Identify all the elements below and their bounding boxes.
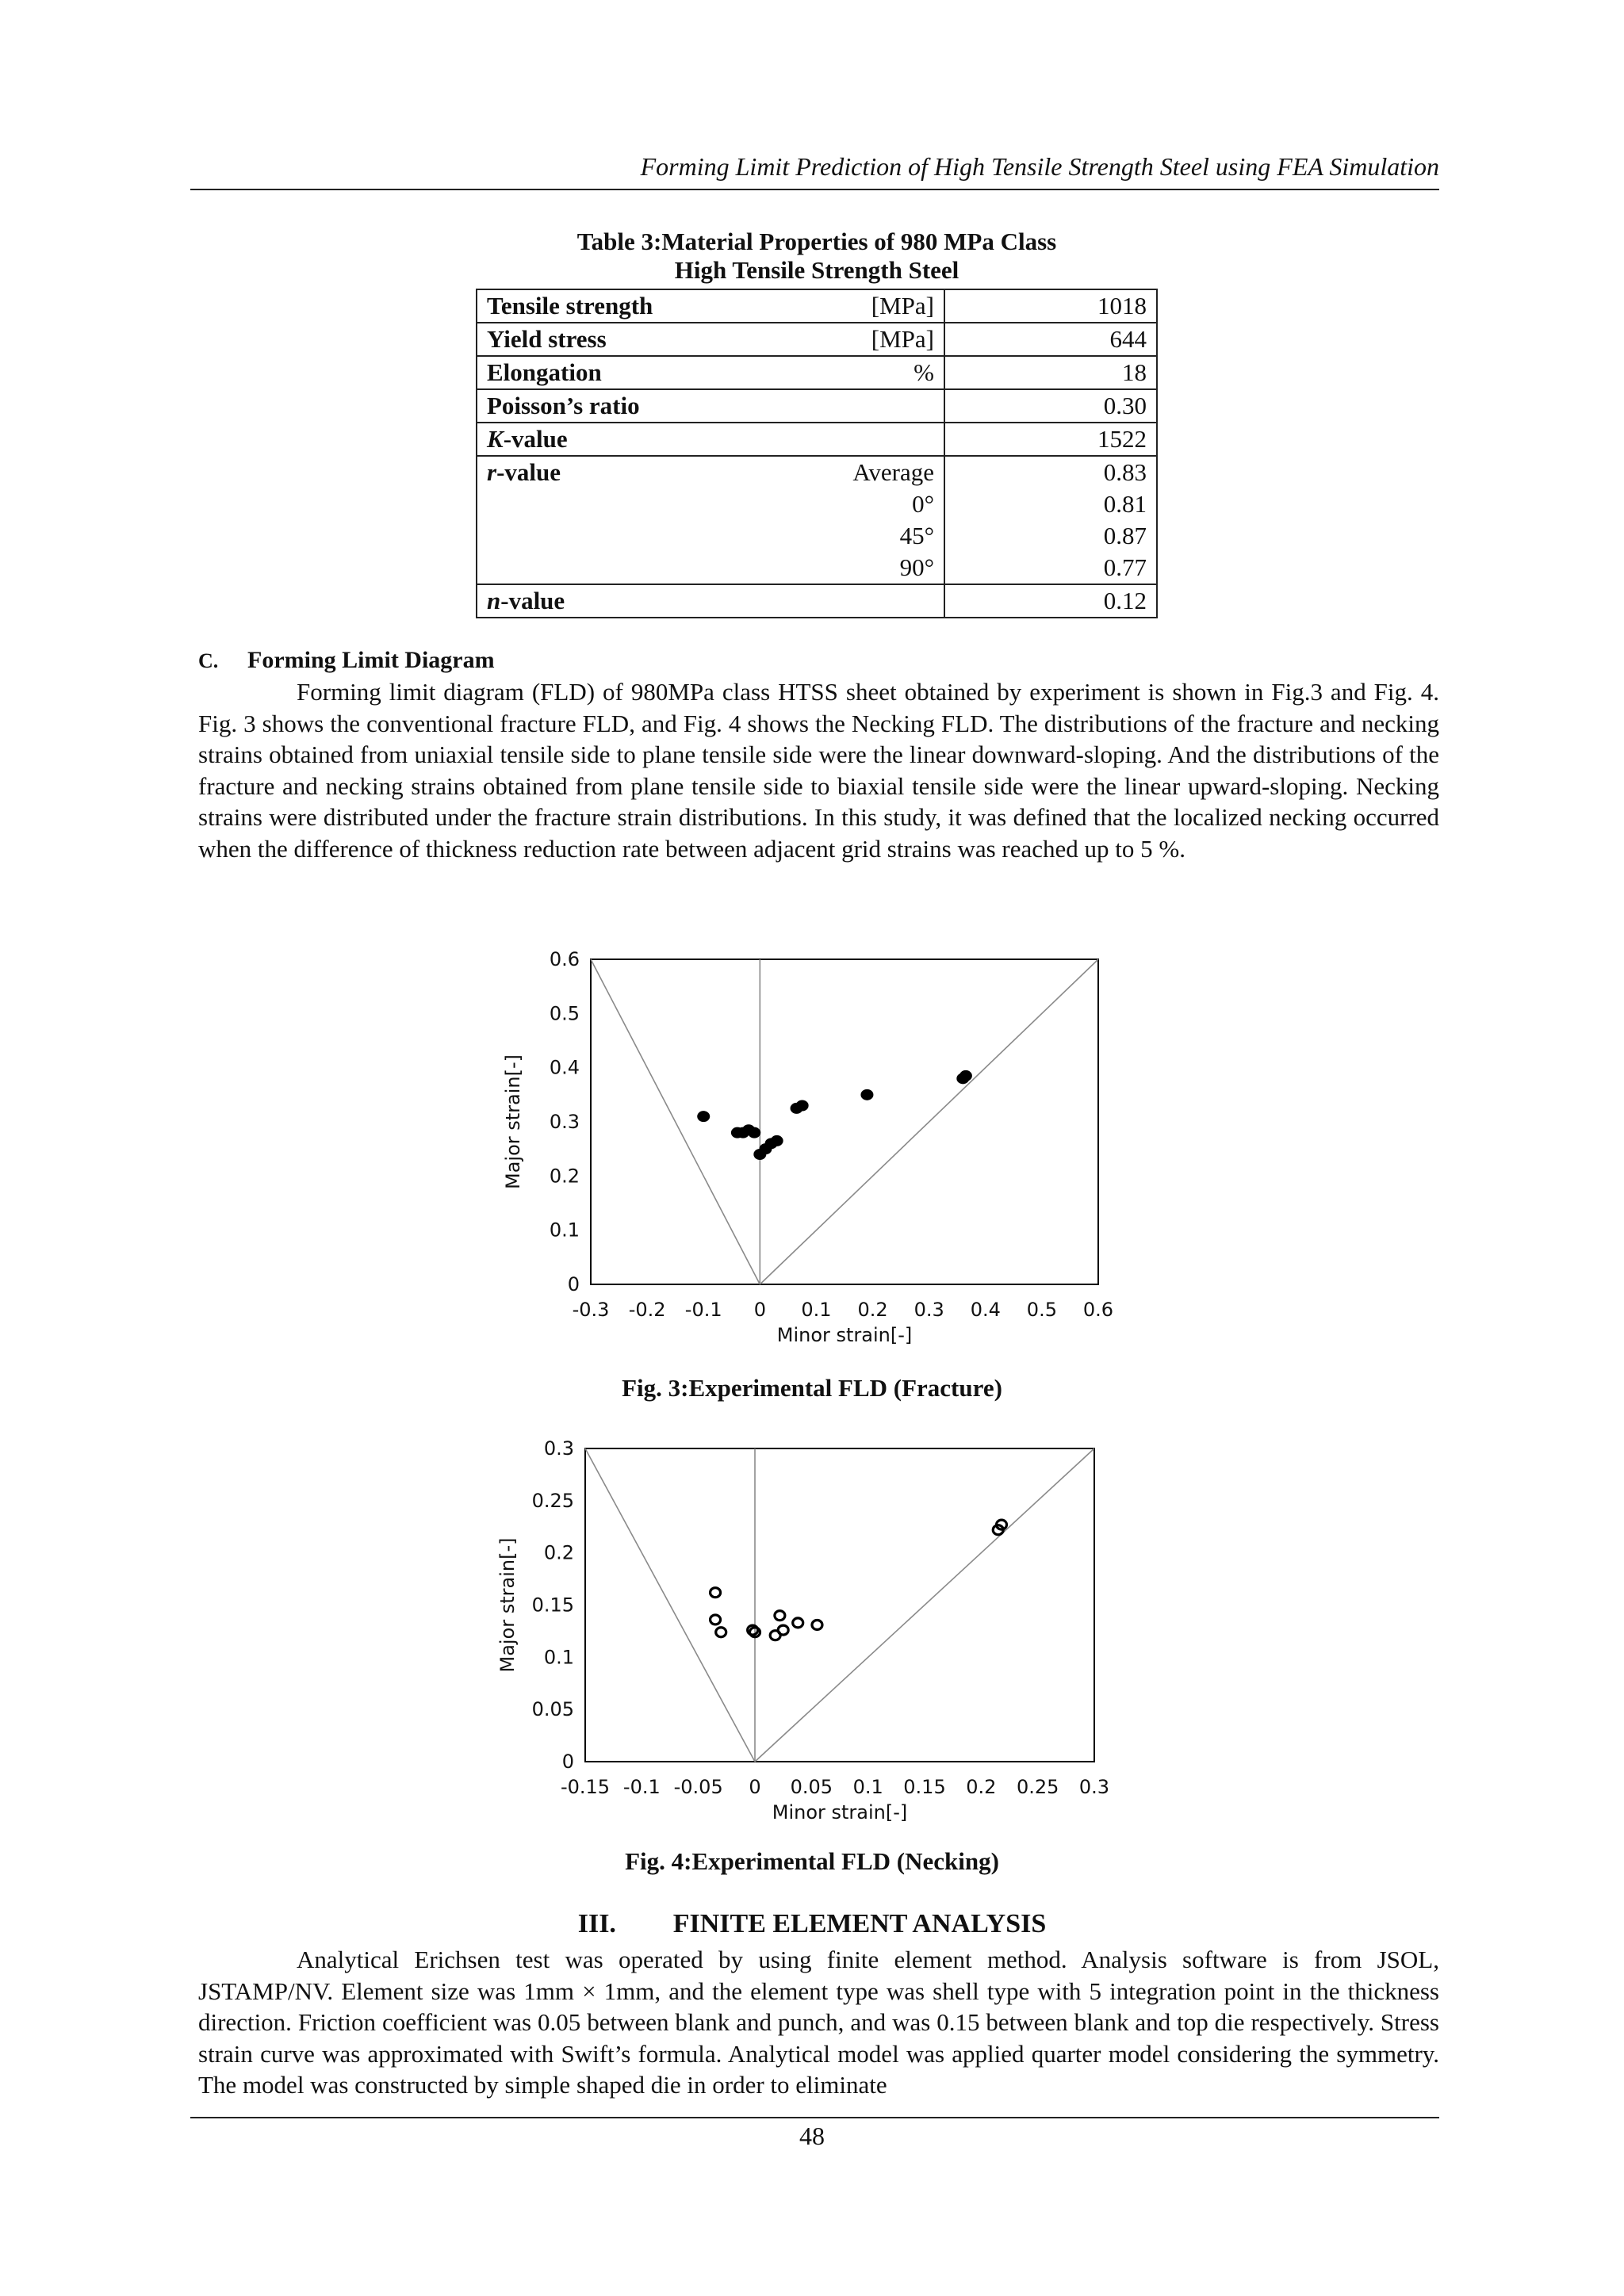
y-axis-label: Major strain[-] (502, 1054, 524, 1190)
y-axis-label: Major strain[-] (496, 1537, 519, 1673)
footer-rule (190, 2117, 1439, 2118)
section-3-number: III. (577, 1909, 616, 1938)
data-point (697, 1111, 710, 1122)
y-tick-label: 0.6 (549, 948, 580, 970)
symbol-letter: n (487, 587, 501, 614)
y-tick-label: 0.1 (549, 1219, 580, 1242)
table-cell-prop (477, 552, 718, 584)
data-point (771, 1135, 783, 1146)
table-cell-unit: [MPa] (718, 289, 944, 323)
table-row (477, 323, 1157, 356)
section-c-heading (198, 647, 495, 674)
section-c-letter: C. (198, 649, 219, 672)
plot-area (585, 1448, 1094, 1762)
table-cell-prop: Tensile strength (487, 292, 653, 320)
table-cell-unit: [MPa] (718, 323, 944, 356)
x-tick-label: 0.1 (801, 1299, 832, 1321)
section-3-title: FINITE ELEMENT ANALYSIS (672, 1909, 1047, 1938)
y-tick-label: 0.2 (549, 1165, 580, 1188)
data-point (959, 1070, 972, 1081)
x-tick-label: -0.1 (622, 1776, 661, 1798)
table-cell-unit: 0° (718, 488, 944, 520)
table-caption-line1: Table 3:Material Properties of 980 MPa Class (576, 228, 1057, 255)
x-axis-label: Minor strain[-] (772, 1801, 908, 1823)
section-c-title: Forming Limit Diagram (247, 647, 495, 673)
table-cell-value: 0.83 (944, 456, 1157, 488)
y-tick-label: 0.4 (549, 1056, 580, 1079)
table-cell-unit: % (718, 356, 944, 389)
y-tick-label: 0.2 (543, 1541, 574, 1564)
y-tick-label: 0.1 (543, 1646, 574, 1669)
fig3-caption: Fig. 3:Experimental FLD (Fracture) (622, 1374, 1002, 1402)
table-cell-prop: Elongation (477, 356, 718, 389)
symbol-letter: K (487, 425, 504, 453)
table-caption-line2: High Tensile Strength Steel (674, 256, 959, 284)
x-tick-label: -0.1 (684, 1299, 722, 1321)
x-tick-label: 0.3 (1078, 1776, 1110, 1798)
x-axis-label: Minor strain[-] (776, 1324, 913, 1346)
table-cell-unit (718, 584, 944, 618)
section-3-heading (0, 1909, 1624, 1939)
table-cell-prop (477, 488, 718, 520)
x-tick-label: 0.6 (1082, 1299, 1114, 1321)
table-row (477, 289, 1157, 323)
table-cell-value: 1018 (1097, 292, 1147, 320)
section-3-paragraph (198, 1944, 1439, 2101)
table-row (477, 423, 1157, 456)
x-tick-label: 0 (749, 1776, 761, 1798)
x-tick-label: 0.2 (857, 1299, 888, 1321)
x-tick-label: 0.05 (790, 1776, 833, 1798)
table-row (477, 520, 1157, 552)
symbol-letter: r (487, 458, 497, 486)
x-tick-label: -0.05 (673, 1776, 723, 1798)
x-tick-label: 0.4 (970, 1299, 1001, 1321)
table-cell-prop: K-value (477, 423, 718, 456)
table-cell-prop (477, 520, 718, 552)
table-cell-prop: n-value (477, 584, 718, 618)
section-c-body: Forming limit diagram (FLD) of 980MPa class HTSS sheet obtained by experiment is shown in Fig.3 and Fig. 4. Fig. 3 shows the conventional fracture FLD, and Fig. 4 shows the Necking FLD. The distributions of the fracture and necking strains obtained from uniaxial tensile side to plane tensile side were the linear downward-sloping. And the distributions of the fracture and necking strains obtained from plane tensile side to biaxial tensile side were the linear upward-sloping. Necking strains were distributed under the fracture strain distributions. In this study, it was defined that the localized necking occurred when the difference of thickness reduction rate between adjacent grid strains was reached up to 5 %. (198, 678, 1439, 863)
table-cell-value: 18 (944, 356, 1157, 389)
table-cell-prop: Poisson’s ratio (477, 389, 718, 423)
table-cell-value: 644 (944, 323, 1157, 356)
y-tick-label: 0 (567, 1273, 580, 1295)
table-row (477, 356, 1157, 389)
table-row (477, 552, 1157, 584)
data-point (748, 1127, 760, 1138)
fld-necking-chart (476, 1427, 1126, 1823)
fig4-caption: Fig. 4:Experimental FLD (Necking) (625, 1847, 999, 1875)
y-tick-label: 0.15 (531, 1594, 574, 1617)
page-number: 48 (799, 2122, 825, 2150)
y-tick-label: 0.5 (549, 1002, 580, 1025)
material-properties-table (476, 289, 1158, 618)
fld-fracture-chart (476, 936, 1126, 1364)
section-3-body: Analytical Erichsen test was operated by using finite element method. Analysis software is from JSOL, JSTAMP/NV. Element size was 1mm × 1mm, and the element type was shell type with 5 integration point in the thickness direction. Friction coefficient was 0.05 between blank and punch, and was 0.15 between blank and top die respectively. Stress strain curve was approximated with Swift’s formula. Analytical model was applied quarter model considering the symmetry. The model was constructed by simple shaped die in order to eliminate (198, 1946, 1439, 2099)
table-cell-unit (718, 423, 944, 456)
y-tick-label: 0.05 (531, 1698, 574, 1721)
header-rule (190, 189, 1439, 190)
x-tick-label: 0.3 (914, 1299, 944, 1321)
x-tick-label: 0.1 (852, 1776, 883, 1798)
y-tick-label: 0.25 (531, 1489, 574, 1512)
x-tick-label: 0.5 (1026, 1299, 1057, 1321)
table-cell-unit (718, 389, 944, 423)
table-cell-unit: 90° (718, 552, 944, 584)
table-row (477, 389, 1157, 423)
x-tick-label: -0.2 (628, 1299, 666, 1321)
table-cell-unit: 45° (718, 520, 944, 552)
table-cell-value: 0.81 (1103, 490, 1147, 518)
table-cell-unit: Average (718, 456, 944, 488)
data-point (860, 1089, 873, 1100)
section-c-paragraph (198, 676, 1439, 864)
x-tick-label: -0.3 (572, 1299, 610, 1321)
table-row (477, 456, 1157, 488)
plot-area (591, 959, 1098, 1284)
table-row (477, 584, 1157, 618)
table-cell-prop: Yield stress (477, 323, 718, 356)
y-tick-label: 0.3 (543, 1437, 574, 1460)
x-tick-label: 0.15 (903, 1776, 946, 1798)
table-cell-value: 0.77 (1103, 553, 1147, 581)
table-cell-value: 1522 (944, 423, 1157, 456)
x-tick-label: 0.2 (966, 1776, 997, 1798)
x-tick-label: 0 (753, 1299, 766, 1321)
table-row (477, 488, 1157, 520)
table-cell-value: 0.30 (944, 389, 1157, 423)
table-cell-prop: r-value (477, 456, 718, 488)
table-cell-value: 0.87 (1103, 522, 1147, 549)
y-tick-label: 0.3 (549, 1111, 580, 1133)
data-point (796, 1100, 809, 1112)
running-title: Forming Limit Prediction of High Tensile Strength Steel using FEA Simulation (640, 152, 1439, 181)
y-tick-label: 0 (561, 1751, 574, 1773)
table-cell-value: 0.12 (944, 584, 1157, 618)
x-tick-label: 0.25 (1016, 1776, 1059, 1798)
x-tick-label: -0.15 (560, 1776, 611, 1798)
